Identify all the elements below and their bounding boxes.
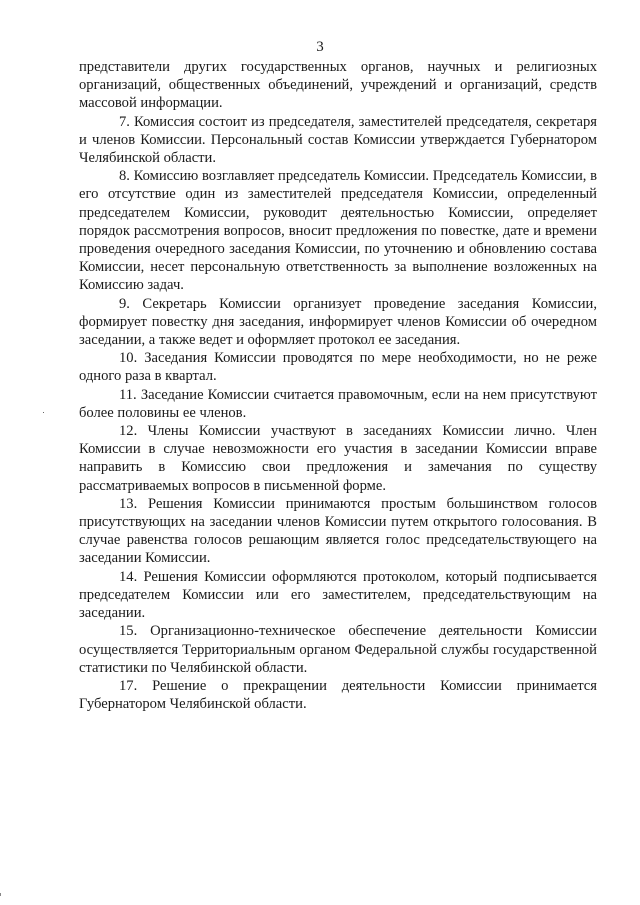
paragraph-9-secretary: 9. Секретарь Комиссии организует проведение заседания Комиссии, формирует повестку дня заседания, информирует членов Комиссии об очередном заседании, а также ведет и оформляет протокол ее заседания.	[79, 295, 597, 349]
paragraph-12-members: 12. Члены Комиссии участвуют в заседаниях Комиссии лично. Член Комиссии в случае невозможности его участия в заседании Комиссии вправе направить в Комиссию свои предложения и замечания по существу рассматриваемых вопросов в письменной форме.	[79, 423, 597, 494]
document-body	[79, 58, 597, 713]
paragraph-continuation: представители других государственных органов, научных и религиозных организаций, общественных объединений, учреждений и организаций, средств массовой информации.	[79, 59, 597, 112]
scan-edge-mark	[0, 893, 1, 896]
paragraph-14-protocol: 14. Решения Комиссии оформляются протоколом, который подписывается председателем Комиссии или его заместителем, председательствующим на заседании.	[79, 568, 597, 622]
scan-speck	[43, 412, 44, 413]
paragraph-11-quorum: 11. Заседание Комиссии считается правомочным, если на нем присутствуют более половины ее членов.	[79, 386, 597, 421]
paragraph-10-meetings: 10. Заседания Комиссии проводятся по мере необходимости, но не реже одного раза в квартал.	[79, 350, 597, 385]
paragraph-8-chairman: 8. Комиссию возглавляет председатель Комиссии. Председатель Комиссии, в его отсутствие один из заместителей председателя Комиссии, определенный председателем Комиссии, руководит деятельностью Комиссии, определяет порядок рассмотрения вопросов, вносит предложения по повестке, дате и времени проведения очередного заседания Комиссии, по уточнению и обновлению состава Комиссии, несет персональную ответственность за выполнение возложенных на Комиссию задач.	[79, 168, 597, 294]
paragraph-15-support: 15. Организационно-техническое обеспечение деятельности Комиссии осуществляется Территориальным органом Федеральной службы государственной статистики по Челябинской области.	[79, 623, 597, 676]
paragraph-7-composition: 7. Комиссия состоит из председателя, заместителей председателя, секретаря и членов Комиссии. Персональный состав Комиссии утверждается Губернатором Челябинской области.	[79, 113, 597, 167]
paragraph-17-termination: 17. Решение о прекращении деятельности Комиссии принимается Губернатором Челябинской области.	[79, 677, 597, 713]
paragraph-13-decisions: 13. Решения Комиссии принимаются простым большинством голосов присутствующих на заседании членов Комиссии путем открытого голосования. В случае равенства голосов решающим является голос председательствующего на заседании Комиссии.	[79, 495, 597, 567]
page-number: 3	[316, 39, 324, 55]
